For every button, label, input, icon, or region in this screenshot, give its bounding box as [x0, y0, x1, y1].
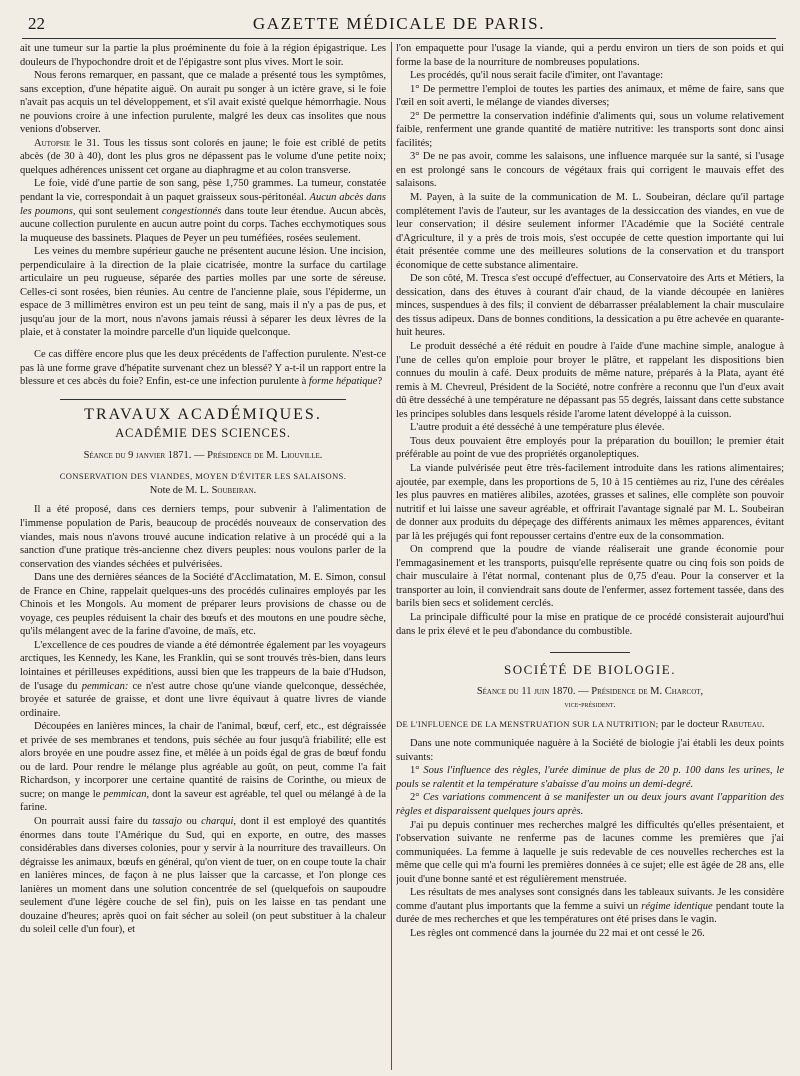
list-item: 1° Sous l'influence des règles, l'urée diminue de plus de 20 p. 100 dans les urines, le pouls se ralentit et la température s'abaisse d'au moins un demi-degré. [396, 765, 784, 790]
list-item: 1° De permettre l'emploi de toutes les parties des animaux, et même de faire, sans que l'œil en soit averti, le mélange de viandes diverses; [396, 83, 784, 109]
header-rule [22, 38, 776, 39]
list-item: 3° De ne pas avoir, comme les salaisons, une influence marquée sur la santé, si l'usage en est prolongé sans le concours de végétaux frais qui corrigent le mauvais effet des salaisons. [396, 151, 784, 190]
run-in-heading: Autopsie [34, 137, 71, 149]
emphasis: tassajo [152, 815, 183, 827]
paragraph: Tous deux pouvaient être employés pour la préparation du bouillon; le premier était préférable au point de vue des propriétés organoleptiques. [396, 435, 784, 461]
paragraph: Ce cas diffère encore plus que les deux précédents de l'affection purulente. N'est-ce pas là une forme grave d'hépatite survenant chez un blessé? Y a-t-il un rapport entre la blessure et ces abcès du foie? Enfin, est-ce une infection purulente à forme hépatique? [20, 349, 386, 388]
paragraph: Les résultats de mes analyses sont consignés dans les tableaux suivants. Je les considère comme d'autant plus importants que la femme a suivi un régime identique pendant toute la durée de mes recherches et que les températures ont été prises dans le vagin. [396, 887, 784, 926]
emphasis: forme hépatique [308, 376, 378, 388]
list-item: 2° Ces variations commencent à se manifester un ou deux jours avant l'apparition des règles et disparaissent quelques jours après. [396, 792, 784, 817]
paragraph: La viande pulvérisée peut être très-facilement introduite dans les rations alimentaires; ajoutée, par exemple, dans les proportions de 5, 10 à 15 centièmes au riz, l'une des céréales les plus pauvres en matières alibiles, azotées, grasses et salines, elle complète son pouvoir nutritif et lui laisse une saveur agréable, et offrirait l'avantage signalé par M. L. Soubeiran de donner aux produits du dépeçage des différents animaux les mêmes apparences, évitant par là les préjugés qui font repousser certains d'entre eux de la consommation. [396, 462, 784, 542]
paragraph: l'on empaquette pour l'usage la viande, qui a perdu environ un tiers de son poids et qui forme la base de la nourriture de nombreuses populations. [396, 43, 784, 68]
article-title: DE L'INFLUENCE DE LA MENSTRUATION SUR LA NUTRITION; par le docteur Rabuteau. [396, 718, 765, 730]
emphasis: pemmican [103, 788, 147, 800]
paragraph: Le produit desséché a été réduit en poudre à l'aide d'une machine simple, analogue à l'une de celles qu'on emploie pour broyer le plâtre, et rappelant les dispositions bien connues du moulin à café. Deux produits de même nature, préparés à la Plata, ayant été remis à M. Chevreul, Président de la Société, notre confrère a reconnu que l'un d'eux avait dû être desséché à une température ne dépassant pas 55 degrés, laissant dans cette substance les principes solubles dans lesquels réside l'arome latent développé à la cuisson. [396, 341, 784, 420]
emphasis: Ces variations commencent à se manifester un ou deux jours avant l'apparition des règles et disparaissent quelques jours après. [396, 792, 784, 817]
emphasis: Aucun abcès dans les poumons, [20, 192, 386, 217]
page-number: 22 [28, 14, 45, 33]
section-title: TRAVAUX ACADÉMIQUES. [84, 405, 322, 423]
vice-president-line: vice-président. [564, 699, 616, 710]
running-header [22, 14, 776, 36]
journal-title: GAZETTE MÉDICALE DE PARIS. [252, 14, 546, 33]
paragraph: De son côté, M. Tresca s'est occupé d'effectuer, au Conservatoire des Arts et Métiers, la dessication, dans des étuves à courant d'air chaud, de la viande découpée en lanières minces, suspendues à des fils; il convient de débarrasser préalablement la chair musculaire des tissus adipeux. Dans de bonnes conditions, la dessication a pu être achevée en quarante-huit heures. [396, 273, 784, 339]
academy-heading: ACADÉMIE DES SCIENCES. [115, 426, 291, 441]
paragraph: Dans une des dernières séances de la Société d'Acclimatation, M. E. Simon, consul de France en Chine, rappelait quelques-uns des procédés culinaires employés par les Chinois et les Mongols. Au moment de préparer leurs provisions de chasse ou de voyage, ces peuples réduisent la chair des bœufs et des moutons en une poudre sèche, qu'ils mélangent avec de la farine d'avoine, de maïs, etc. [20, 572, 386, 638]
section-rule [60, 399, 346, 400]
emphasis: charqui [201, 815, 234, 827]
left-column [20, 42, 386, 1072]
paragraph: Les veines du membre supérieur gauche ne présentent aucune lésion. Une incision, perpendiculaire à la direction de la plaie cicatrisée, montre la surface du cartilage articulaire un peu rugueuse, séparée des parties molles par une sorte de séreuse. Celles-ci sont rosées, bien réunies. Au centre de l'ancienne plaie, sous l'épiderme, un espace de 3 millimètres environ est un peu teint de sang, mais il n'y a pas de pus, et jusqu'au jour de la mort, nous n'avons jamais réussi à séparer les deux lèvres de la plaie, et à constater la moindre parcelle d'un liquide quelconque. [20, 246, 386, 339]
seance-line: Séance du 11 juin 1870. — Présidence de M. Charcot, [476, 685, 704, 697]
list-item: 2° De permettre la conservation indéfinie d'aliments qui, sous un volume relativement faible, renferment une grande quantité de matière nutritive: les transports sont donc ainsi facilités; [396, 110, 784, 149]
paragraph: On pourrait aussi faire du tassajo ou charqui, dont il est employé des quantités énormes dans toute l'Amérique du Sud, qui en exporte, en outre, des masses considérables dans diverses colonies, pour y servir à la nourriture des travailleurs. On dégraisse les animaux, bœufs en général, qu'on vient de tuer, on en coupe toute la chair en lanières minces, de façon à ne plus laisser que la carcasse, et l'on plonge ces lanières un moment dans une solution concentrée de sel (quelquefois on saupoudre seulement d'une légère couche de sel fin), puis on les laisse en tas pendant une douzaine d'heures; après quoi on fait sécher au soleil (on peut substituer à la chaleur du soleil celle d'un four), et [20, 815, 386, 936]
paragraph: La principale difficulté pour la mise en pratique de ce procédé consisterait aujourd'hui dans le prix élevé et le peu d'abondance du combustible. [396, 611, 784, 637]
emphasis: Sous l'influence des règles, l'urée diminue de plus de 20 p. 100 dans les urines, le pouls se ralentit et la température s'abaisse d'au moins un demi-degré. [396, 765, 784, 790]
paragraph: J'ai pu depuis continuer mes recherches malgré les difficultés qu'elles présentaient, et l'observation suivante ne renferme pas de lacunes comme les premières que j'ai communiquées. La femme à laquelle je suis redevable de ces nouvelles recherches est la même que celle qui m'a fourni les premières données à ce sujet; elle est âgée de 28 ans, elle jouit d'une bonne santé et est régulièrement menstruée. [396, 819, 784, 885]
society-heading: SOCIÉTÉ DE BIOLOGIE. [504, 662, 676, 678]
paragraph: Les procédés, qu'il nous serait facile d'imiter, ont l'avantage: [410, 70, 664, 82]
paragraph: Autopsie le 31. Tous les tissus sont colorés en jaune; le foie est criblé de petits abcès (de 30 à 40), dont les plus gros ne dépassent pas le volume d'une petite noix; quelques adhérences unissent cet organe au diaphragme et au colon transverse. [20, 137, 386, 176]
paragraph: L'excellence de ces poudres de viande a été démontrée également par les voyageurs arctiques, les Kennedy, les Kane, les Franklin, qui se sont trouvés très-bien, dans leurs lointaines et périlleuses expéditions, aussi bien que les trappeurs de la baie d'Hudson, de l'usage du pemmican: ce n'est autre chose qu'une viande quelconque, desséchée, broyée et saturée de graisse, et dont une livre équivaut à quatre livres de viande ordinaire. [20, 639, 386, 719]
article-subject: CONSERVATION DES VIANDES, MOYEN D'ÉVITER LES SALAISONS. [59, 471, 347, 482]
paragraph: Le foie, vidé d'une partie de son sang, pèse 1,750 grammes. La tumeur, constatée pendant la vie, correspondait à un paquet graisseux sous-péritonéal. Aucun abcès dans les poumons, qui sont seulement congestionnés dans toute leur étendue. Aucun abcès, aucune collection purulente en aucun autre point du corps. Taches ecchymotiques sous la muqueuse des bassinets. Plaques de Peyer un peu tuméfiées, rosées seulement. [20, 178, 386, 244]
paragraph: Les règles ont commencé dans la journée du 22 mai et ont cessé le 26. [410, 927, 705, 939]
paragraph: On comprend que la poudre de viande réaliserait une grande économie pour l'emmagasinement et les transports, puisqu'elle représente quatre ou cinq fois son poids de chair musculaire à l'état normal, contenant plus de 0,75 d'eau. Pour la conserver et la transporter au loin, il conviendrait sans doute de l'enfermer, assez fortement tassée, dans des barils bien secs et solidement cerclés. [396, 544, 784, 610]
paragraph: M. Payen, à la suite de la communication de M. L. Soubeiran, déclare qu'il partage complétement l'avis de l'auteur, sur les avantages de la dessiccation des viandes, en vue de leur conservation; il désire seulement informer l'Académie que la Société centrale d'Agriculture, il y a près de trois mois, s'est occupée de cette question importante qui lui était présentée comme une des meilleures solutions de la conservation et du transport économique de cette substance alimentaire. [396, 192, 784, 271]
emphasis: pemmican: [81, 680, 129, 692]
paragraph: Il a été proposé, dans ces derniers temps, pour subvenir à l'alimentation de l'immense population de Paris, beaucoup de procédés nouveaux de conservation des viandes, mais nous n'avons trouvé aucune indication relative à un procédé qui a la sanction d'une pratique très-ancienne chez divers peuples: nous voulons parler de la conservation des viandes séchées et pulvérisées. [20, 504, 386, 570]
seance-line: Séance du 9 janvier 1871. — Présidence de M. Liouville. [83, 449, 323, 461]
paragraph: Nous ferons remarquer, en passant, que ce malade a présenté tous les symptômes, sans exception, d'une hépatite aiguë. On aurait pu songer à un ictère grave, si le foie n'avait pas acquis un tel développement, et s'il avait existé quelque hémorrhagie. Nous ne pouvions croire à une infection purulente, malgré les deux cas insolites que nous venions d'observer. [20, 70, 386, 136]
article-author: Note de M. L. Soubeiran. [149, 484, 257, 496]
paragraph: Découpées en lanières minces, la chair de l'animal, bœuf, cerf, etc., est dégraissée et privée de ses membranes et tendons, puis séchée au four jusqu'à friabilité; elle est alors broyée en une poudre assez fine, et mêlée à un poids égal de gras de bœuf fondu ou de lard. Pour rendre le mélange plus agréable au goût, on peut, comme l'a fait Richardson, y incorporer une certaine quantité de raisins de Corinthe, ou mieux de sucre; on mange le pemmican, dont la saveur est agréable, tel quel ou mélangé à de la farine. [20, 721, 386, 814]
emphasis: régime identique [641, 900, 713, 912]
paragraph: ait une tumeur sur la partie la plus proéminente du foie à la région épigastrique. Les douleurs de l'hypochondre droit et de l'épigastre sont plus vives. Mort le soir. [20, 43, 386, 68]
paragraph: L'autre produit a été desséché à une température plus élevée. [410, 422, 665, 434]
paragraph: Dans une note communiquée naguère à la Société de biologie j'ai établi les deux points suivants: [396, 738, 784, 763]
column-divider [391, 42, 392, 1070]
right-column [396, 42, 784, 1072]
emphasis: congestionnés [161, 205, 222, 217]
section-rule [550, 652, 630, 653]
